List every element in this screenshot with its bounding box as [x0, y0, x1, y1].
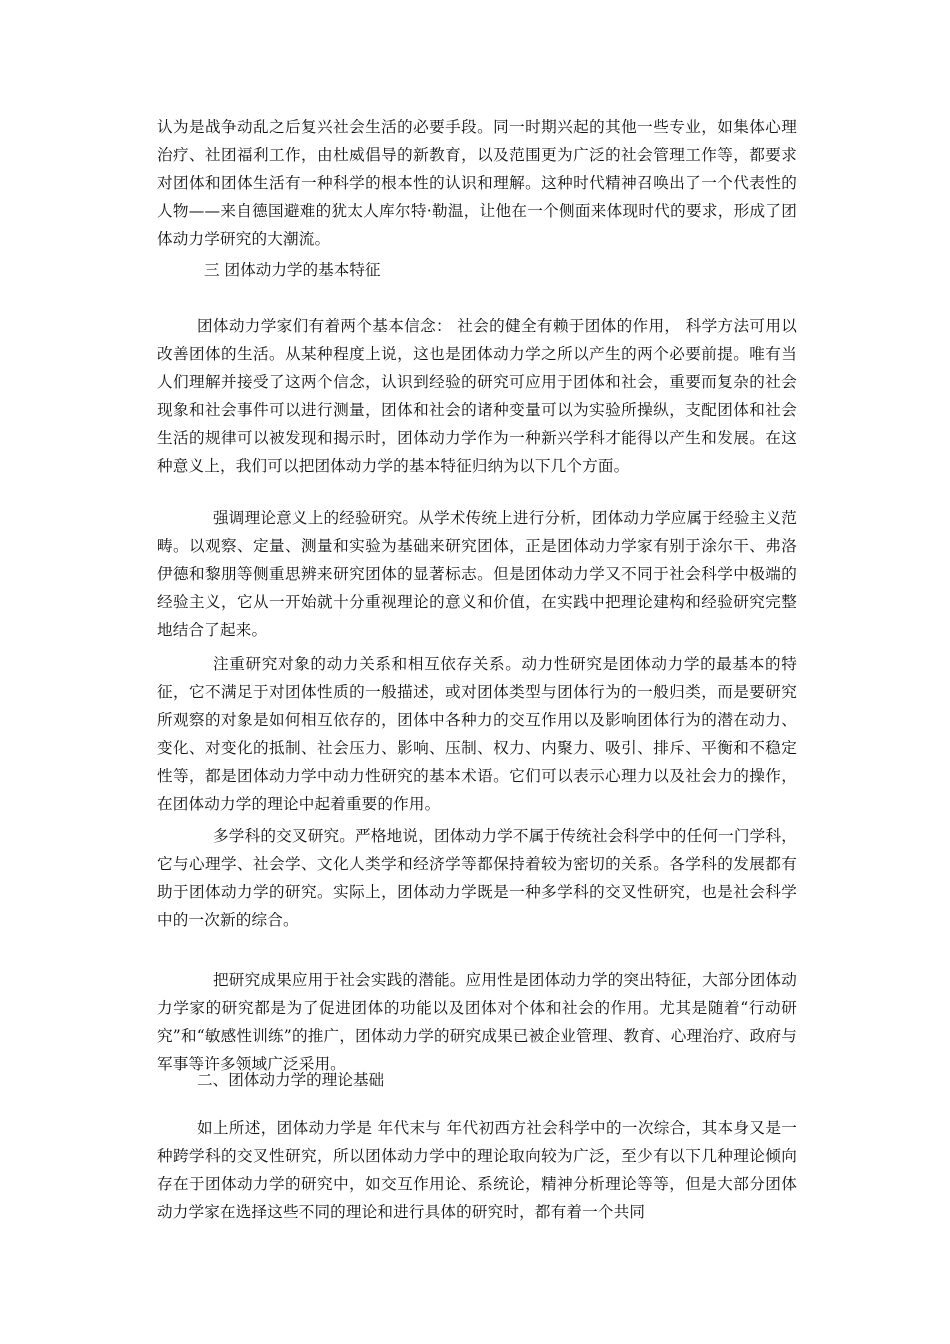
paragraph: 如上所述，团体动力学是 年代末与 年代初西方社会科学中的一次综合，其本身又是一种跨学科的交叉性研究，所以团体动力学中的理论取向较为广泛，至少有以下几种理论倾向存在于团体动力学的研究中，如交互作用论、系统论，精神分析理论等等，但是大部分团体动力学家在选择这些不同的理论和进行具体的研究时，都有着一个共同	[157, 1119, 797, 1221]
paragraph: 把研究成果应用于社会实践的潜能。应用性是团体动力学的突出特征，大部分团体动力学家的研究都是为了促进团体的功能以及团体对个体和社会的作用。尤其是随着“行动研究”和“敏感性训练”的推广，团体动力学的研究成果已被企业管理、教育、心理治疗、政府与军事等许多领域广泛采用。	[157, 971, 797, 1073]
paragraph: 注重研究对象的动力关系和相互依存关系。动力性研究是团体动力学的最基本的特征，它不满足于对团体性质的一般描述，或对团体类型与团体行为的一般归类，而是要研究所观察的对象是如何相互依存的，团体中各种力的交互作用以及影响团体行为的潜在动力、变化、对变化的抵制、社会压力、影响、压制、权力、内聚力、吸引、排斥、平衡和不稳定性等，都是团体动力学中动力性研究的基本术语。它们可以表示心理力以及社会力的操作，在团体动力学的理论中起着重要的作用。	[157, 655, 797, 813]
paragraph: 强调理论意义上的经验研究。从学术传统上进行分析，团体动力学应属于经验主义范畴。以观察、定量、测量和实验为基础来研究团体，正是团体动力学家有别于涂尔干、弗洛伊德和黎朋等侧重思辨来研究团体的显著标志。但是团体动力学又不同于社会科学中极端的经验主义，它从一开始就十分重视理论的意义和价值，在实践中把理论建构和经验研究完整地结合了起来。	[157, 509, 797, 639]
section-heading: 三 团体动力学的基本特征	[204, 261, 381, 279]
paragraph: 认为是战争动乱之后复兴社会生活的必要手段。同一时期兴起的其他一些专业，如集体心理治疗、社团福利工作，由杜威倡导的新教育，以及范围更为广泛的社会管理工作等，都要求对团体和团体生活有一种科学的根本性的认识和理解。这种时代精神召唤出了一个代表性的人物——来自德国避难的犹太人库尔特·勒温，让他在一个侧面来体现时代的要求，形成了团体动力学研究的大潮流。	[157, 118, 797, 248]
paragraph: 多学科的交叉研究。严格地说，团体动力学不属于传统社会科学中的任何一门学科，它与心理学、社会学、文化人类学和经济学等都保持着较为密切的关系。各学科的发展都有助于团体动力学的研究。实际上，团体动力学既是一种多学科的交叉性研究，也是社会科学中的一次新的综合。	[157, 827, 797, 929]
paragraph: 团体动力学家们有着两个基本信念： 社会的健全有赖于团体的作用， 科学方法可用以改善团体的生活。从某种程度上说，这也是团体动力学之所以产生的两个必要前提。唯有当人们理解并接受了这两个信念，认识到经验的研究可应用于团体和社会，重要而复杂的社会现象和社会事件可以进行测量，团体和社会的诸种变量可以为实验所操纵，支配团体和社会生活的规律可以被发现和揭示时，团体动力学作为一种新兴学科才能得以产生和发展。在这种意义上，我们可以把团体动力学的基本特征归纳为以下几个方面。	[157, 317, 797, 475]
section-heading: 二、团体动力学的理论基础	[197, 1071, 385, 1089]
